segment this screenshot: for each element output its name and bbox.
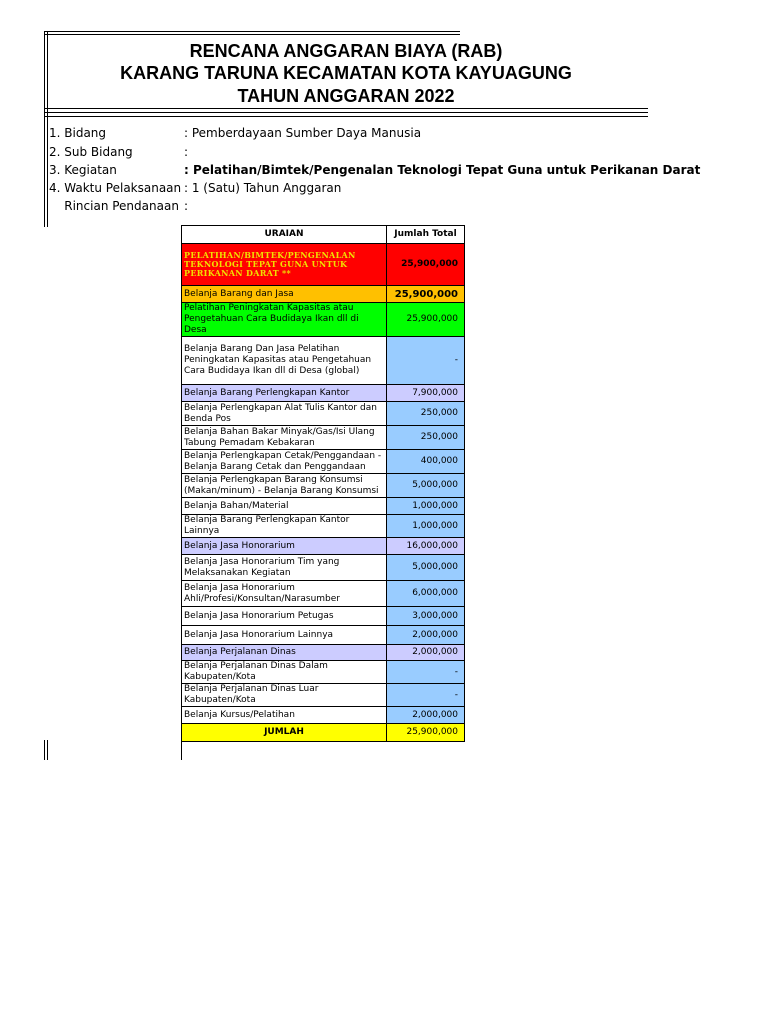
budget-table: [181, 225, 465, 742]
info-value-kegiatan: : Pelatihan/Bimtek/Pengenalan Teknologi Tepat Guna untuk Perikanan Darat: [184, 163, 701, 177]
table-row: [182, 661, 465, 684]
row-uraian: Belanja Bahan/Material: [182, 498, 387, 515]
row-uraian: Belanja Bahan Bakar Minyak/Gas/Isi Ulang Tabung Pemadam Kebakaran: [182, 426, 387, 450]
row-uraian: Belanja Barang Perlengkapan Kantor Lainnya: [182, 515, 387, 538]
info-label-sub-bidang: 2. Sub Bidang: [49, 145, 133, 159]
row-uraian: PELATIHAN/BIMTEK/PENGENALAN TEKNOLOGI TEPAT GUNA UNTUK PERIKANAN DARAT **: [182, 244, 387, 286]
row-amount: -: [387, 661, 465, 684]
table-row: [182, 555, 465, 581]
row-uraian: Belanja Perlengkapan Alat Tulis Kantor dan Benda Pos: [182, 402, 387, 426]
row-amount: 250,000: [387, 426, 465, 450]
title-line-1: RENCANA ANGGARAN BIAYA (RAB): [189, 41, 503, 61]
row-amount: 25,900,000: [387, 303, 465, 337]
row-amount: 2,000,000: [387, 707, 465, 724]
row-amount: 250,000: [387, 402, 465, 426]
page-left-mark-inner: [47, 740, 48, 760]
row-uraian: Pelatihan Peningkatan Kapasitas atau Pengetahuan Cara Budidaya Ikan dll di Desa: [182, 303, 387, 337]
row-uraian: Belanja Perjalanan Dinas: [182, 645, 387, 661]
table-row: [182, 626, 465, 645]
table-row: [182, 645, 465, 661]
row-uraian: Belanja Barang Perlengkapan Kantor: [182, 385, 387, 402]
row-uraian: Belanja Perlengkapan Cetak/Penggandaan - Belanja Barang Cetak dan Penggandaan: [182, 450, 387, 474]
header-border-bottom: [44, 108, 648, 109]
row-uraian: Belanja Jasa Honorarium Tim yang Melaksanakan Kegiatan: [182, 555, 387, 581]
row-amount: -: [387, 684, 465, 707]
table-row: [182, 607, 465, 626]
page-left-mark: [44, 740, 45, 760]
row-amount: 25,900,000: [387, 724, 465, 742]
row-amount: 25,900,000: [387, 244, 465, 286]
table-row: [182, 402, 465, 426]
table-row: [182, 450, 465, 474]
row-uraian: Belanja Jasa Honorarium Ahli/Profesi/Konsultan/Narasumber: [182, 581, 387, 607]
row-uraian: Belanja Jasa Honorarium Lainnya: [182, 626, 387, 645]
info-label-waktu: 4. Waktu Pelaksanaan: [49, 181, 182, 195]
info-value-sub-bidang: :: [184, 145, 189, 159]
row-amount: 3,000,000: [387, 607, 465, 626]
row-amount: 5,000,000: [387, 555, 465, 581]
row-uraian: Belanja Barang dan Jasa: [182, 286, 387, 303]
table-row: [182, 498, 465, 515]
row-uraian: Belanja Jasa Honorarium Petugas: [182, 607, 387, 626]
row-uraian: Belanja Perlengkapan Barang Konsumsi (Makan/minum) - Belanja Barang Konsumsi: [182, 474, 387, 498]
info-label-bidang: 1. Bidang: [49, 126, 107, 140]
table-row: [182, 426, 465, 450]
row-uraian: Belanja Kursus/Pelatihan: [182, 707, 387, 724]
table-row: [182, 303, 465, 337]
row-amount: 1,000,000: [387, 498, 465, 515]
info-value-waktu: : 1 (Satu) Tahun Anggaran: [184, 181, 342, 195]
table-row: [182, 581, 465, 607]
table-row: [182, 538, 465, 555]
table-row: [182, 385, 465, 402]
row-amount: 6,000,000: [387, 581, 465, 607]
row-amount: 400,000: [387, 450, 465, 474]
row-uraian: JUMLAH: [182, 724, 387, 742]
info-label-kegiatan: 3. Kegiatan: [49, 163, 117, 177]
title-line-2: KARANG TARUNA KECAMATAN KOTA KAYUAGUNG: [120, 63, 572, 83]
row-uraian: Belanja Perjalanan Dinas Luar Kabupaten/Kota: [182, 684, 387, 707]
row-amount: 16,000,000: [387, 538, 465, 555]
row-uraian: Belanja Barang Dan Jasa Pelatihan Peningkatan Kapasitas atau Pengetahuan Cara Budidaya Ikan dll di Desa (global): [182, 337, 387, 385]
row-amount: 2,000,000: [387, 645, 465, 661]
row-uraian: Belanja Jasa Honorarium: [182, 538, 387, 555]
title-line-3: TAHUN ANGGARAN 2022: [237, 86, 455, 106]
table-row: [182, 684, 465, 707]
table-row: [182, 244, 465, 286]
table-header-row: [182, 226, 465, 244]
header-border-bottom-inner-2: [44, 116, 648, 117]
table-row: [182, 515, 465, 538]
header-jumlah-total: Jumlah Total: [387, 226, 465, 244]
row-amount: -: [387, 337, 465, 385]
info-value-rincian: :: [184, 199, 189, 213]
header-border-bottom-inner: [44, 112, 648, 113]
row-amount: 7,900,000: [387, 385, 465, 402]
info-value-bidang: : Pemberdayaan Sumber Daya Manusia: [184, 126, 422, 140]
row-amount: 1,000,000: [387, 515, 465, 538]
row-amount: 25,900,000: [387, 286, 465, 303]
row-amount: 2,000,000: [387, 626, 465, 645]
table-row: [182, 707, 465, 724]
header-uraian: URAIAN: [182, 226, 387, 244]
row-amount: 5,000,000: [387, 474, 465, 498]
table-row: [182, 286, 465, 303]
info-label-rincian: Rincian Pendanaan: [49, 199, 179, 213]
header-border-top-inner: [44, 34, 460, 35]
total-row: [182, 724, 465, 742]
table-row: [182, 337, 465, 385]
table-row: [182, 474, 465, 498]
row-uraian: Belanja Perjalanan Dinas Dalam Kabupaten/Kota: [182, 661, 387, 684]
table-left-extension: [181, 740, 182, 760]
header-border-top: [44, 31, 460, 32]
